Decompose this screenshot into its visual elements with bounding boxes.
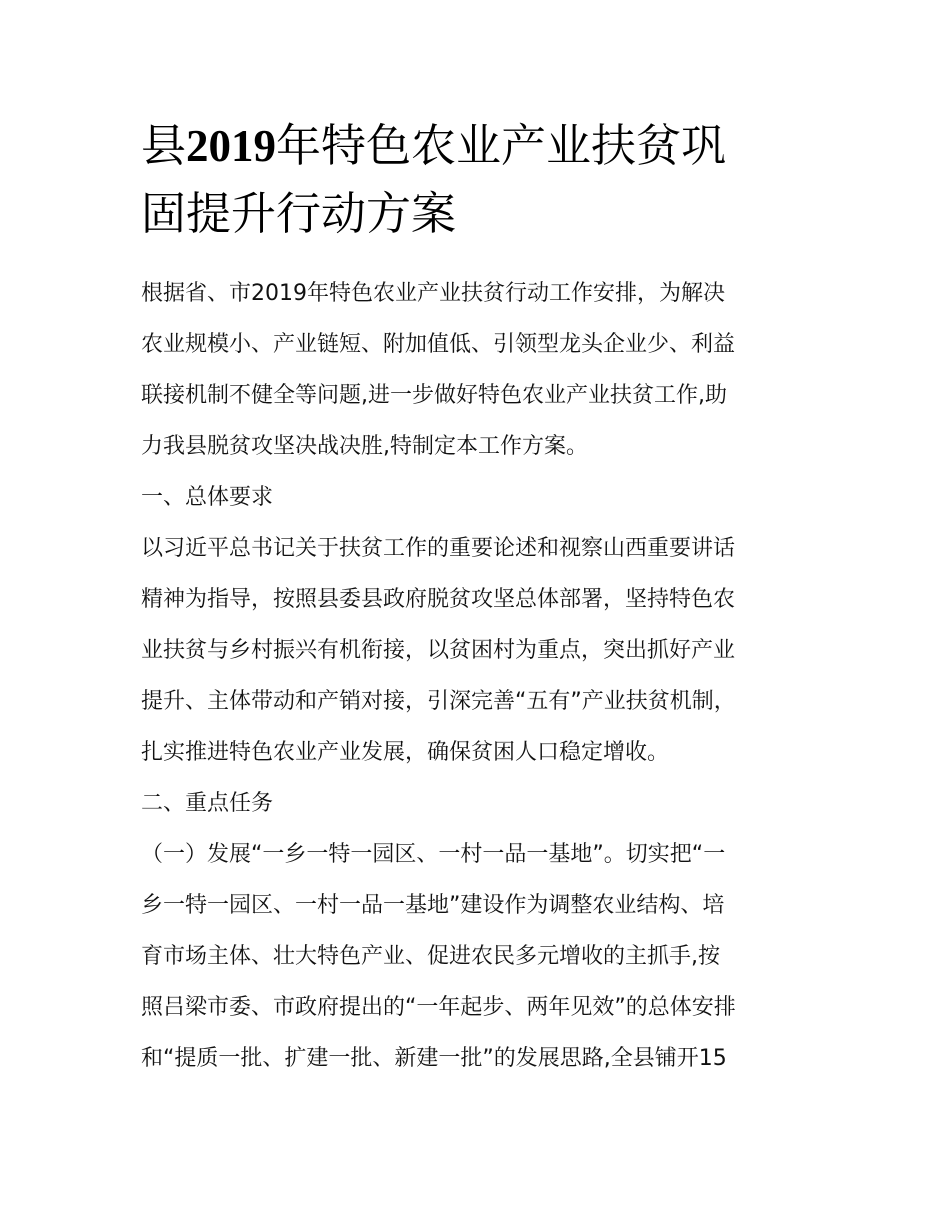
body-line-16: 和“提质一批、扩建一批、新建一批”的发展思路,全县铺开15 xyxy=(141,1046,727,1071)
body-line-12: （一）发展“一乡一特一园区、一村一品一基地”。切实把“一 xyxy=(141,842,726,867)
body-line-3: 联接机制不健全等问题,进一步做好特色农业产业扶贫工作,助 xyxy=(141,383,727,408)
body-line-13: 乡一特一园区、一村一品一基地”建设作为调整农业结构、培 xyxy=(141,893,725,918)
body-line-14: 育市场主体、壮大特色产业、促进农民多元增收的主抓手,按 xyxy=(141,944,720,969)
body-line-8: 业扶贫与乡村振兴有机衔接，以贫困村为重点，突出抓好产业 xyxy=(141,638,736,663)
body-line-15: 照吕梁市委、市政府提出的“一年起步、两年见效”的总体安排 xyxy=(141,995,736,1020)
body-line-7: 精神为指导，按照县委县政府脱贫攻坚总体部署，坚持特色农 xyxy=(141,587,736,612)
title-line-2: 固提升行动方案 xyxy=(141,187,457,240)
document-body xyxy=(141,268,821,1084)
body-line-4: 力我县脱贫攻坚决战决胜,特制定本工作方案。 xyxy=(141,434,588,459)
title-line-1: 县2019年特色农业产业扶贫巩 xyxy=(141,119,727,172)
section-heading-key-tasks: 二、重点任务 xyxy=(141,791,274,816)
document-content xyxy=(141,112,821,1084)
section-heading-overall-requirements: 一、总体要求 xyxy=(141,485,274,510)
body-line-1: 根据省、市2019年特色农业产业扶贫行动工作安排，为解决 xyxy=(141,281,725,306)
title-year: 2019 xyxy=(186,121,277,171)
body-line-2: 农业规模小、产业链短、附加值低、引领型龙头企业少、利益 xyxy=(141,332,736,357)
body-line-10: 扎实推进特色农业产业发展，确保贫困人口稳定增收。 xyxy=(141,740,670,765)
body-line-9: 提升、主体带动和产销对接，引深完善“五有”产业扶贫机制， xyxy=(141,689,736,714)
body-line-6: 以习近平总书记关于扶贫工作的重要论述和视察山西重要讲话 xyxy=(141,536,736,561)
document-title xyxy=(141,112,821,247)
